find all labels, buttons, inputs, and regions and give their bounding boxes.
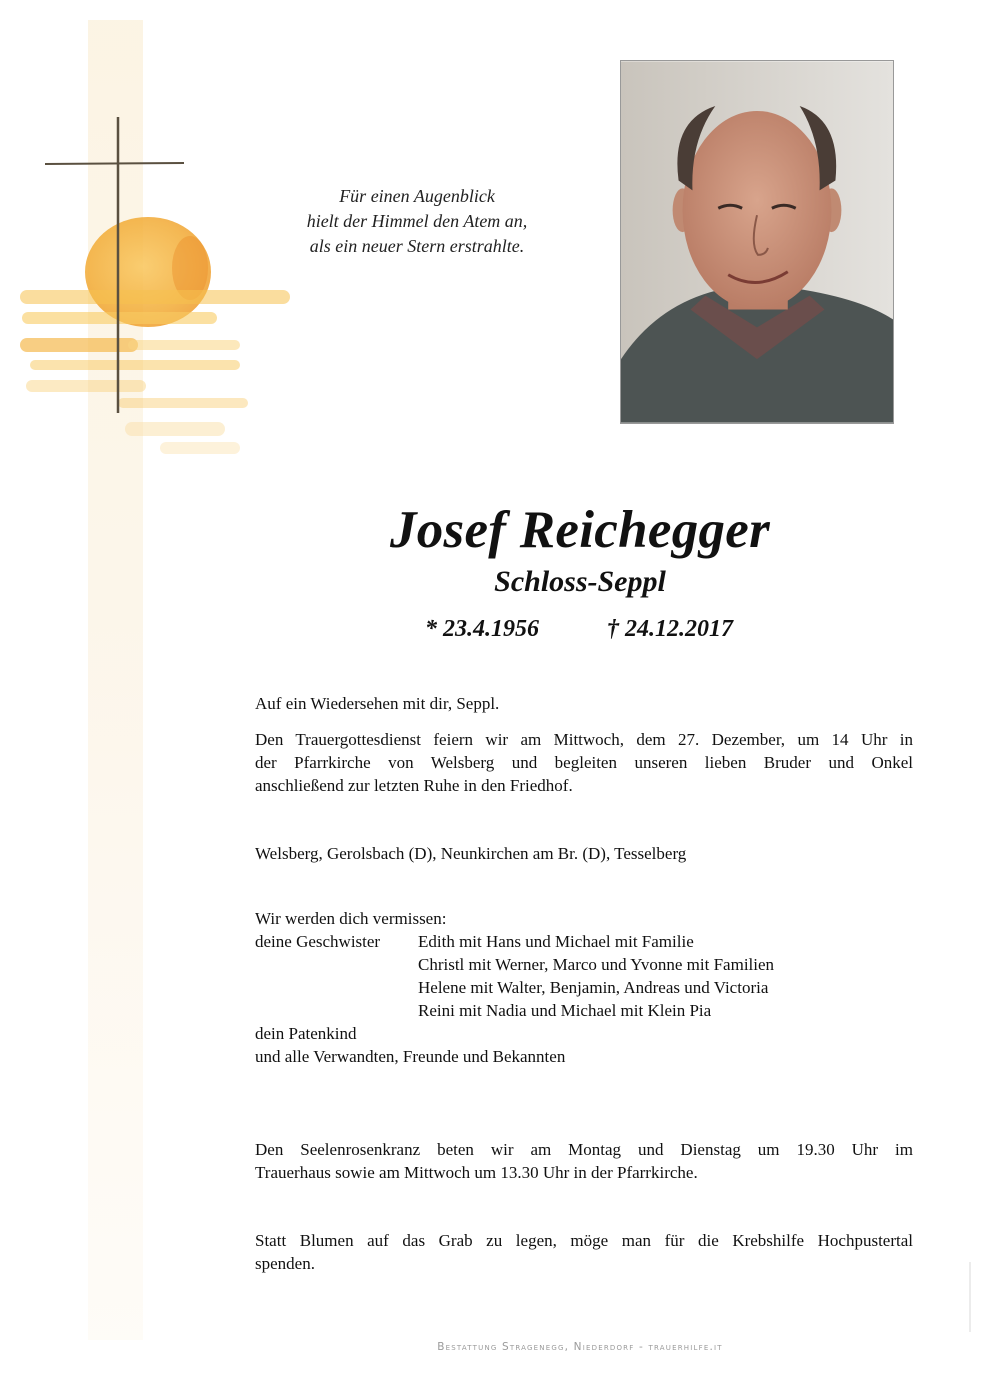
miss-intro: Wir werden dich vermissen: [255,909,447,928]
memorial-quote [262,184,572,259]
side-watermark [966,1262,976,1332]
quote-line: Für einen Augenblick [339,186,495,206]
text-line: Den Seelenrosenkranz beten wir am Montag und Dienstag um 19.30 Uhr im [255,1140,913,1159]
quote-line: hielt der Himmel den Atem an, [306,211,528,231]
cross-horizontal [45,163,184,164]
others-label: und alle Verwandten, Freunde und Bekannten [255,1047,566,1066]
text-line: Statt Blumen auf das Grab zu legen, möge man für die Krebshilfe Hochpustertal [255,1231,913,1250]
death-date: † 24.12.2017 [607,616,733,642]
text-line: Den Trauergottesdienst feiern wir am Mittwoch, dem 27. Dezember, um 14 Uhr in [255,730,913,749]
funeral-home-footer: Bestattung Stragenegg, Niederdorf - trauerhilfe.it [437,1341,723,1353]
text-line: anschließend zur letzten Ruhe in den Friedhof. [255,776,573,795]
quote-line: als ein neuer Stern erstrahlte. [309,236,525,256]
sibling-entry: Reini mit Nadia und Michael mit Klein Pia [418,1001,712,1020]
sibling-entry: Christl mit Werner, Marco und Yvonne mit Familien [418,955,775,974]
deceased-name: Josef Reichegger [389,501,771,559]
donation-text [255,1229,913,1275]
rosary-text [255,1138,913,1184]
deceased-nickname: Schloss-Seppl [494,565,666,598]
survivors-list [255,907,913,1068]
birth-date: * 23.4.1956 [425,616,539,642]
farewell-text: Auf ein Wiedersehen mit dir, Seppl. [255,694,500,713]
portrait-photo [620,60,894,424]
places-text: Welsberg, Gerolsbach (D), Neunkirchen am Br. (D), Tesselberg [255,844,687,863]
portrait-illustration [621,61,893,423]
text-line: der Pfarrkirche von Welsberg und begleiten unseren lieben Bruder und Onkel [255,753,913,772]
text-line: Trauerhaus sowie am Mittwoch um 13.30 Uhr in der Pfarrkirche. [255,1163,698,1182]
sibling-entry: Helene mit Walter, Benjamin, Andreas und Victoria [418,978,769,997]
sibling-entry: Edith mit Hans und Michael mit Familie [418,932,694,951]
text-line: spenden. [255,1254,315,1273]
godchild-label: dein Patenkind [255,1024,357,1043]
vertical-light-strip [88,20,143,1340]
siblings-label: deine Geschwister [255,932,381,951]
funeral-service-text [255,728,913,797]
